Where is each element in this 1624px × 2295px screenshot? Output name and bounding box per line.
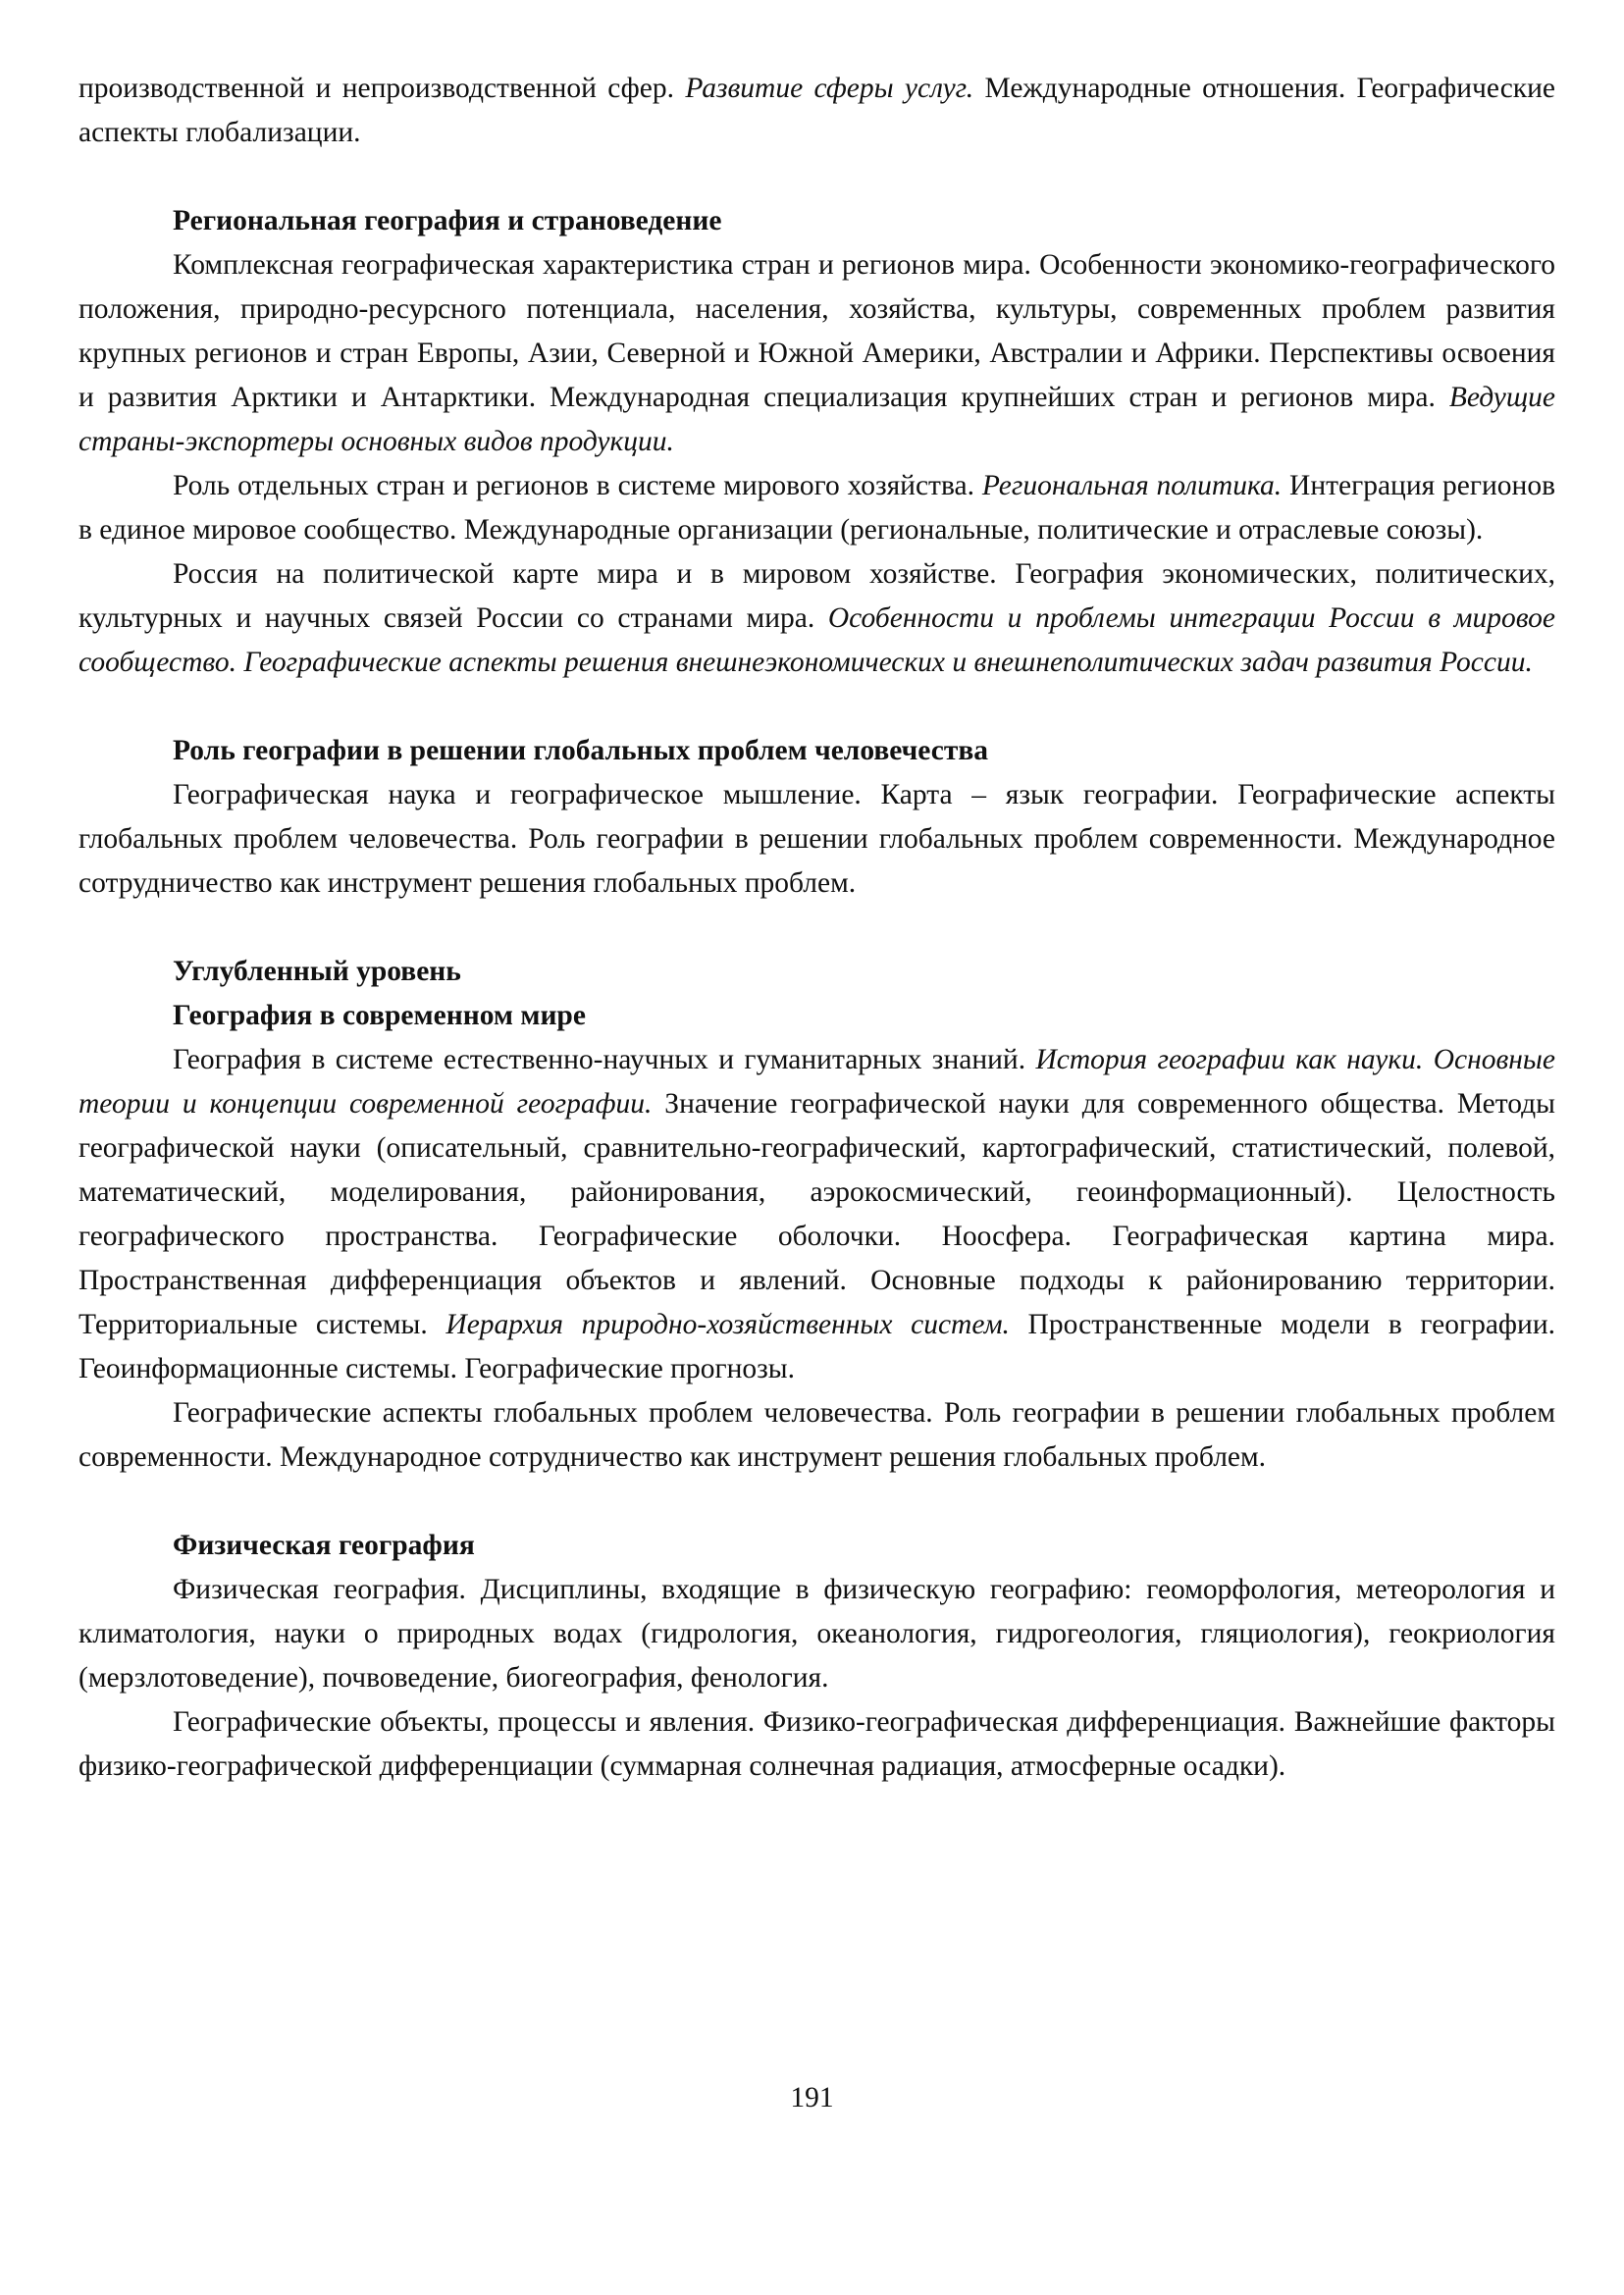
paragraph-text: Интеграция регионов в единое мировое сообщество. Международные организации (региональные, политические и отраслевые союзы). [79,470,1556,546]
paragraph-text: Значение географической науки для современного общества. Методы географической науки (описательный, сравнительно-географический, картографический, статистический, полевой, математический, моделирования, районирования, аэрокосмический, геоинформационный). Целостность географического пространства. Географические оболочки. Ноосфера. Географическая картина мира. Пространственная дифференциация объектов и явлений. Основные подходы к районированию территории. Территориальные системы. [79,1088,1556,1340]
section-heading-physical: Физическая география [173,1530,475,1561]
section-heading-regional: Региональная география и страноведение [173,205,722,236]
paragraph-regional-2 [79,464,1555,552]
section-spacer [79,906,1555,950]
italic-text: История географии как науки. Основные теории и концепции современной географии. [79,1044,1555,1120]
italic-text: Развитие сферы услуг. [685,73,974,104]
paragraph-text: Пространственные модели в географии. Геоинформационные системы. Географические прогнозы. [79,1309,1555,1384]
paragraph-regional-3 [79,552,1555,685]
paragraph-text: География в системе естественно-научных и гуманитарных знаний. [173,1044,1036,1075]
paragraph-physical-1: Физическая география. Дисциплины, входящие в физическую географию: геоморфология, метеорология и климатология, науки о природных водах (гидрология, океанология, гидрогеология, гляциология), геокриология (мерзлотоведение), почвоведение, биогеография, фенология. [79,1574,1555,1694]
paragraph-regional-1 [79,243,1555,464]
italic-text: Региональная политика. [981,470,1283,501]
section-heading-global: Роль географии в решении глобальных проблем человечества [173,735,989,766]
paragraph-intro [79,67,1555,155]
paragraph-text: Комплексная географическая характеристика стран и регионов мира. Особенности экономико-географического положения, природно-ресурсного потенциала, населения, хозяйства, культуры, современных проблем развития крупных регионов и стран Европы, Азии, Северной и Южной Америки, Австралии и Африки. Перспективы освоения и развития Арктики и Антарктики. Международная специализация крупнейших стран и регионов мира. [79,249,1555,413]
section-heading-modern-world: География в современном мире [173,1000,586,1031]
paragraph-advanced-1 [79,1038,1555,1391]
paragraph-physical-2: Географические объекты, процессы и явления. Физико-географическая дифференциация. Важнейшие факторы физико-географической дифференциации (суммарная солнечная радиация, атмосферные осадки). [79,1706,1555,1782]
paragraph-text: производственной и непроизводственной сфер. [79,73,686,104]
italic-text: Особенности и проблемы интеграции России в мировое сообщество. Географические аспекты решения внешнеэкономических и внешнеполитических задач развития России. [79,602,1556,678]
paragraph-advanced-2: Географические аспекты глобальных проблем человечества. Роль географии в решении глобальных проблем современности. Международное сотрудничество как инструмент решения глобальных проблем. [79,1397,1555,1473]
section-spacer [79,1480,1555,1524]
level-heading-advanced: Углубленный уровень [173,956,461,987]
paragraph-global-1: Географическая наука и географическое мышление. Карта – язык географии. Географические аспекты глобальных проблем человечества. Роль географии в решении глобальных проблем современности. Международное сотрудничество как инструмент решения глобальных проблем. [79,779,1555,899]
section-spacer [79,685,1555,729]
italic-text: Иерархия природно-хозяйственных систем. [445,1309,1010,1340]
document-page [79,67,1555,1789]
page-number: 191 [790,2082,834,2113]
paragraph-text: Россия на политической карте мира и в мировом хозяйстве. География экономических, политических, культурных и научных связей России со странами мира. [79,558,1555,634]
paragraph-text: Роль отдельных стран и регионов в системе мирового хозяйства. [173,470,982,501]
italic-text: Ведущие страны-экспортеры основных видов продукции. [79,382,1555,457]
section-spacer [79,155,1555,199]
paragraph-text: Международные отношения. Географические аспекты глобализации. [79,73,1556,148]
